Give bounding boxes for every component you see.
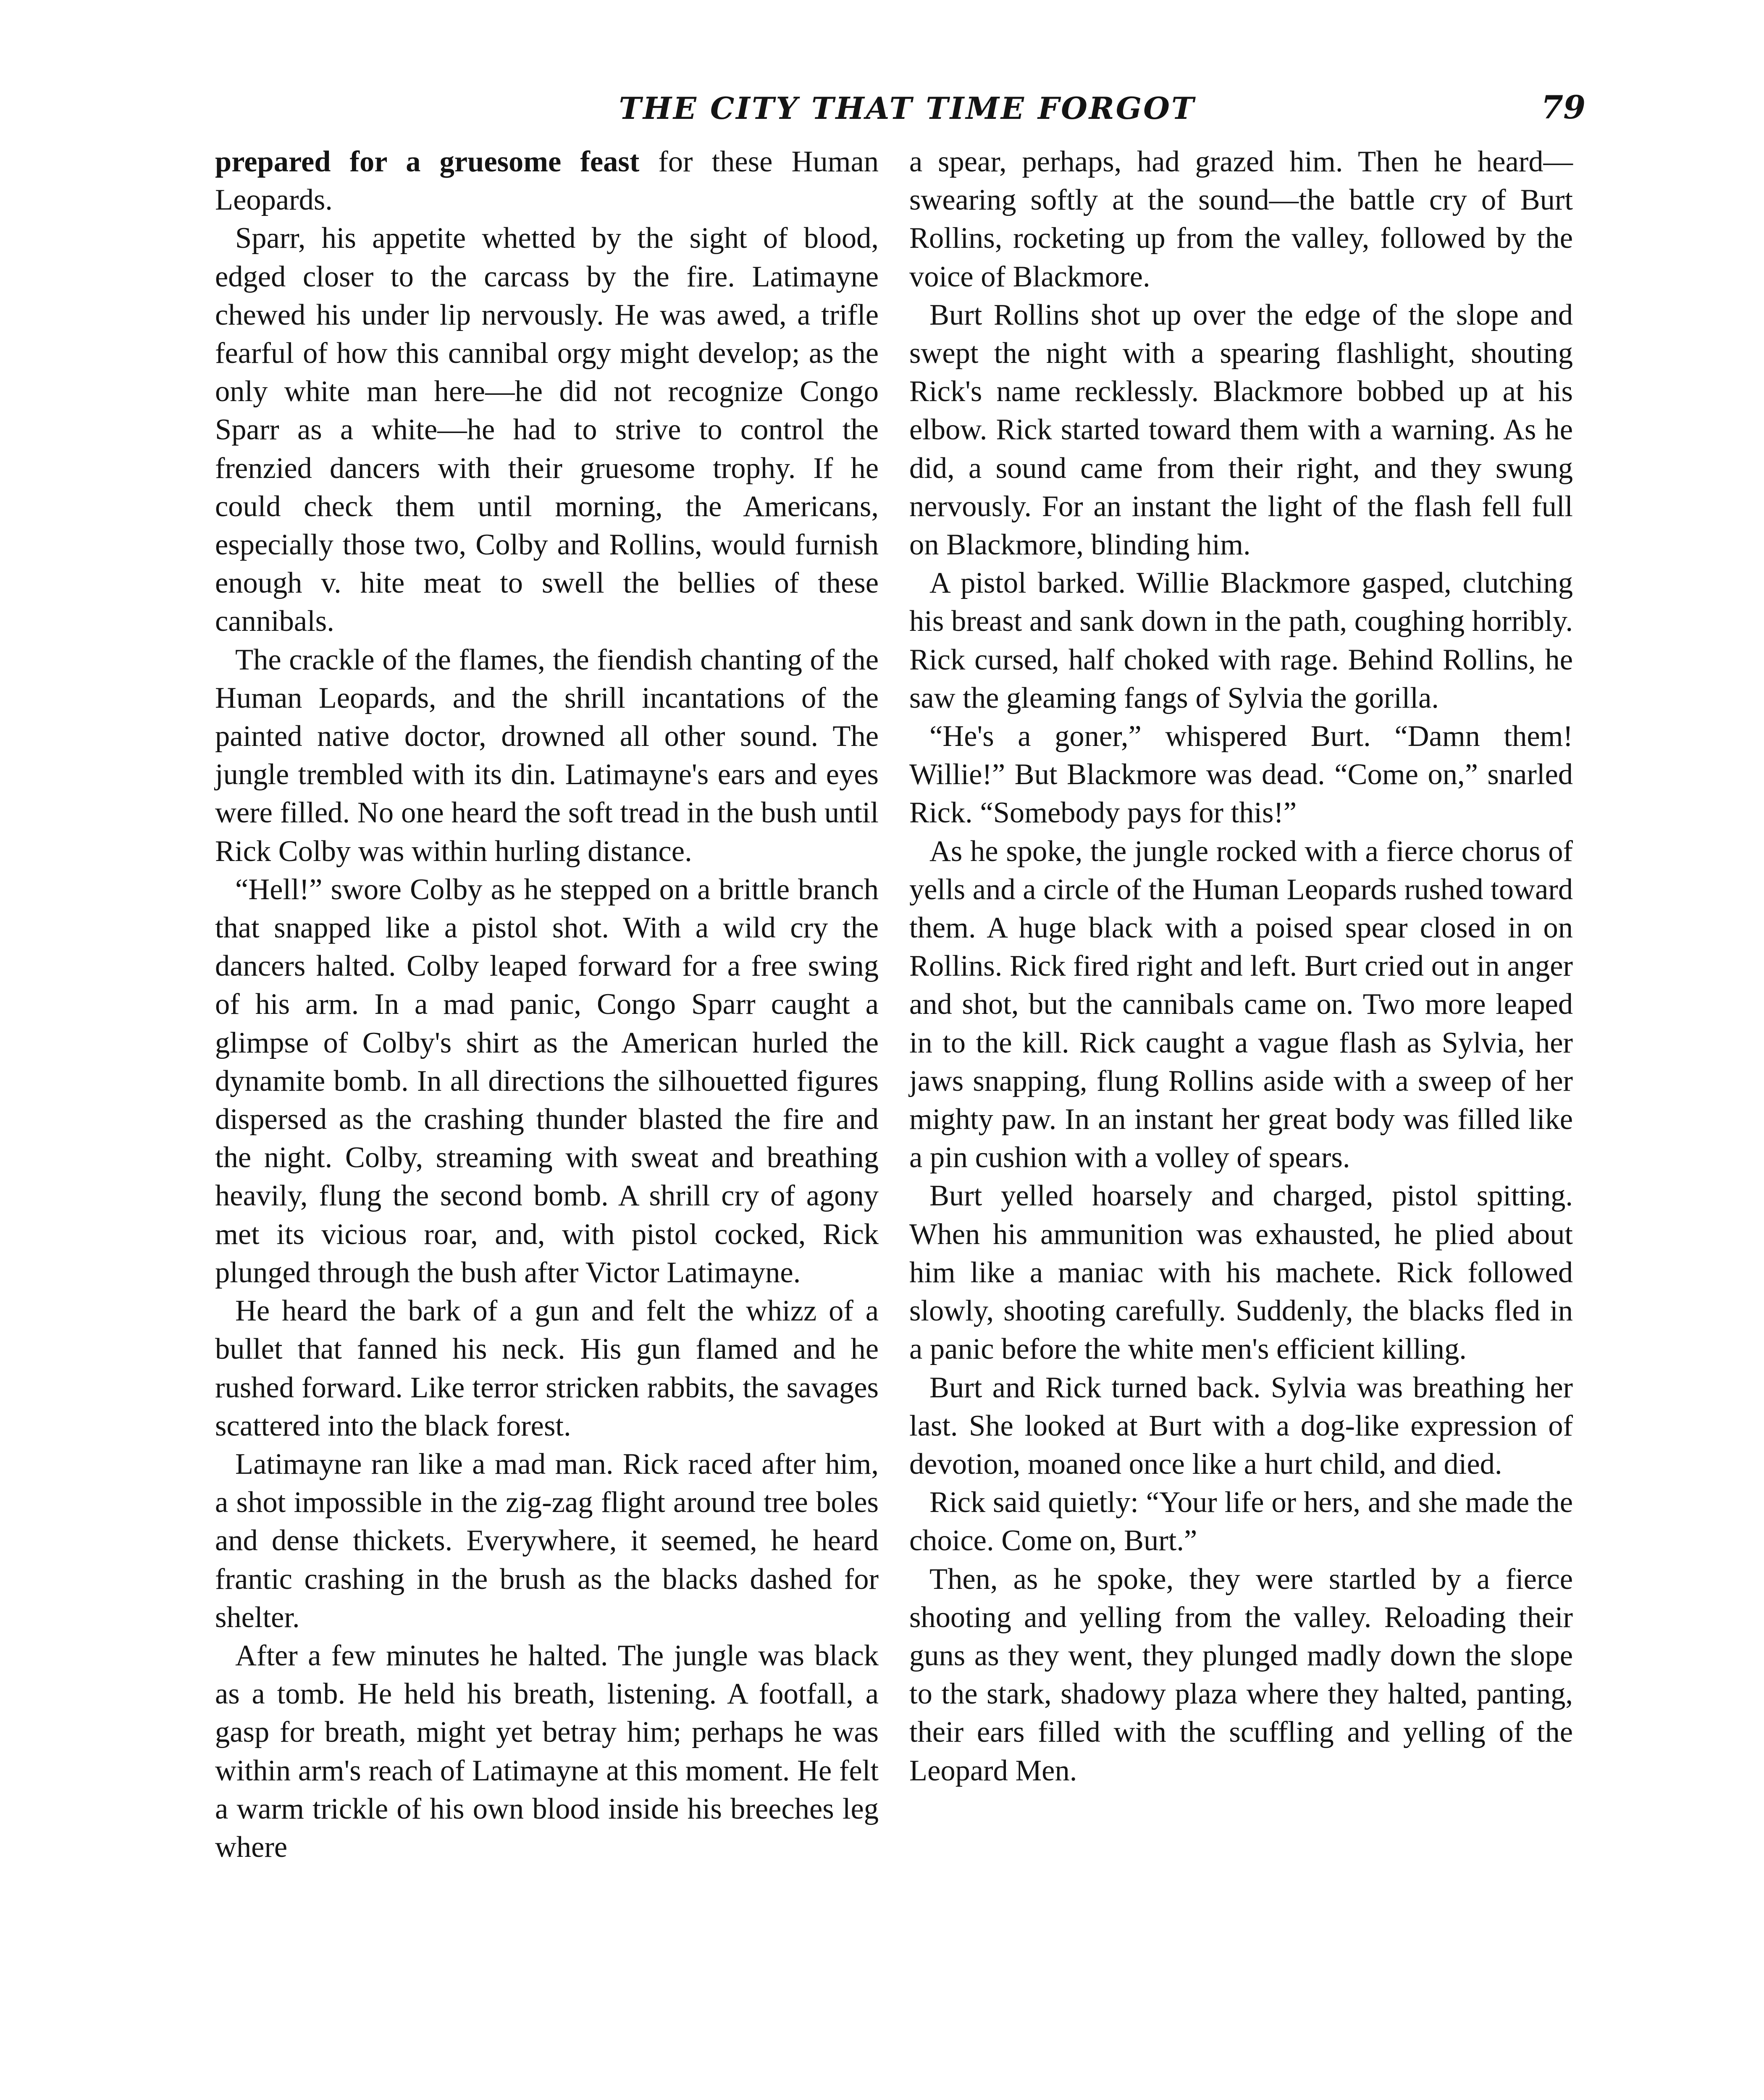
opening-lead-bold: prepared for a gruesome feast [215,145,640,178]
paragraph: “He's a goner,” whispered Burt. “Damn them! Willie!” But Blackmore was dead. “Come on,” snarled Rick. “Somebody pays for this!” [909,720,1573,830]
paragraph: Burt Rollins shot up over the edge of the slope and swept the night with a spearing flashlight, shouting Rick's name recklessly. Blackmore bobbed up at his elbow. Rick started toward them with a warning. As he did, a sound came from their right, and they swung nervously. For an instant the light of the flash fell full on Blackmore, blinding him. [909,298,1573,562]
paragraph: Latimayne ran like a mad man. Rick raced after him, a shot impossible in the zig-zag flight around tree boles and dense thickets. Everywhere, it seemed, he heard frantic crashing in the brush as the blacks dashed for shelter. [215,1447,879,1634]
paragraph: “Hell!” swore Colby as he stepped on a brittle branch that snapped like a pistol shot. With a wild cry the dancers halted. Colby leaped forward for a free swing of his arm. In a mad panic, Congo Sparr caught a glimpse of Colby's shirt as the American hurled the dynamite bomb. In all directions the silhouetted figures dispersed as the crashing thunder blasted the fire and the night. Colby, streaming with sweat and breathing heavily, flung the second bomb. A shrill cry of agony met its vicious roar, and, with pistol cocked, Rick plunged through the bush after Victor Latimayne. [215,873,879,1289]
paragraph: Then, as he spoke, they were startled by a fierce shooting and yelling from the valley. Reloading their guns as they went, they plunged madly down the slope to the stark, shadowy plaza where they halted, panting, their ears filled with the scuffling and yelling of the Leopard Men. [909,1562,1573,1787]
paragraph: Burt yelled hoarsely and charged, pistol spitting. When his ammunition was exhausted, he plied about him like a maniac with his machete. Rick followed slowly, shooting carefully. Suddenly, the blacks fled in a panic before the white men's efficient killing. [909,1179,1573,1366]
paragraph: As he spoke, the jungle rocked with a fierce chorus of yells and a circle of the Human Leopards rushed toward them. A huge black with a poised spear closed in on Rollins. Rick fired right and left. Burt cried out in anger and shot, but the cannibals came on. Two more leaped in to the kill. Rick caught a vague flash as Sylvia, her jaws snapping, flung Rollins aside with a sweep of her mighty paw. In an instant her great body was filled like a pin cushion with a volley of spears. [909,835,1573,1174]
left-column [215,143,879,1866]
paragraph: He heard the bark of a gun and felt the whizz of a bullet that fanned his neck. His gun flamed and he rushed forward. Like terror stricken rabbits, the savages scattered into the black forest. [215,1294,879,1442]
opening-lead-rest: for these Human Leopards. [215,145,879,217]
running-title: THE CITY THAT TIME FORGOT [619,90,1196,126]
paragraph: Sparr, his appetite whetted by the sight of blood, edged closer to the carcass by the fire. Latimayne chewed his under lip nervously. He was awed, a trifle fearful of how this cannibal orgy might develop; as the only white man here—he did not recognize Congo Sparr as a white—he had to strive to control the frenzied dancers with their gruesome trophy. If he could check them until morning, the Americans, especially those two, Colby and Rollins, would furnish enough v. hite meat to swell the bellies of these cannibals. [215,222,879,638]
paragraph: Burt and Rick turned back. Sylvia was breathing her last. She looked at Burt with a dog-like expression of devotion, moaned once like a hurt child, and died. [909,1371,1573,1480]
paragraph: A pistol barked. Willie Blackmore gasped, clutching his breast and sank down in the path, coughing horribly. Rick cursed, half choked with rage. Behind Rollins, he saw the gleaming fangs of Sylvia the gorilla. [909,567,1573,714]
opening-paragraph [215,143,879,219]
paragraph: Rick said quietly: “Your life or hers, and she made the choice. Come on, Burt.” [909,1486,1573,1557]
page-number: 79 [1541,89,1586,126]
paragraph: After a few minutes he halted. The jungle was black as a tomb. He held his breath, listening. A footfall, a gasp for breath, might yet betray him; perhaps he was within arm's reach of Latimayne at this moment. He felt a warm trickle of his own blood inside his breeches leg where [215,1639,879,1864]
page-header [210,90,1604,141]
continued-paragraph: a spear, perhaps, had grazed him. Then he heard—swearing softly at the sound—the battle cry of Burt Rollins, rocketing up from the valley, followed by the voice of Blackmore. [909,145,1573,293]
right-column [909,143,1573,1790]
paragraph: The crackle of the flames, the fiendish chanting of the Human Leopards, and the shrill incantations of the painted native doctor, drowned all other sound. The jungle trembled with its din. Latimayne's ears and eyes were filled. No one heard the soft tread in the bush until Rick Colby was within hurling distance. [215,643,879,868]
